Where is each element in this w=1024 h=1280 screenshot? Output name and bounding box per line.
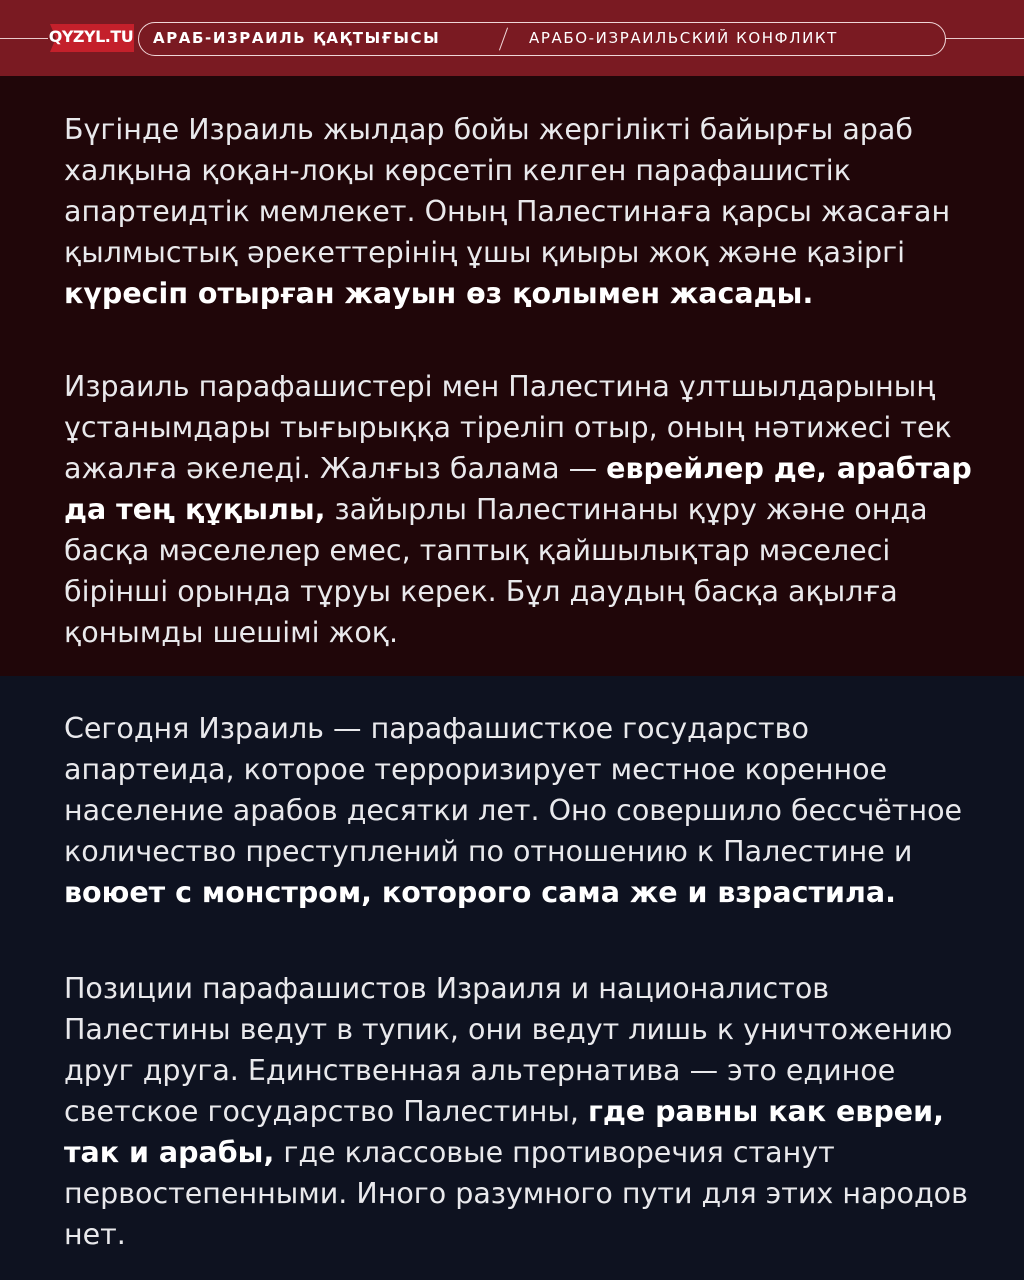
topic-title-kz: АРАБ-ИЗРАИЛЬ ҚАҚТЫҒЫСЫ [153, 29, 441, 47]
kazakh-section [0, 76, 1024, 676]
kz-paragraph-2 [64, 366, 974, 653]
ru-p1-text: Сегодня Израиль — парафашисткое государство апартеида, которое терроризирует местное коренное население арабов десятки лет. Оно совершило бессчётное количество преступлений по отношению к Палестине и [64, 712, 963, 868]
kz-p2-text-a: Израиль парафашистері мен Палестина ұлтшылдарының ұстанымдары тығырыққа тіреліп отыр, оның нәтижесі тек ажалға әкеледі. Жалғыз балама — [64, 370, 952, 485]
ru-p1-bold: воюет с монстром, которого сама же и взрастила. [64, 876, 896, 909]
logo-text: QYZYL.TU [48, 27, 134, 46]
header-topic-pill [138, 22, 946, 56]
kz-paragraph-1 [64, 109, 974, 314]
kz-p1-bold: күресіп отырған жауын өз қолымен жасады. [64, 277, 814, 310]
ru-p2-text-a: Позиции парафашистов Израиля и националистов Палестины ведут в тупик, они ведут лишь к уничтожению друг друга. Единственная альтернатива — это единое светское государство Палестины, [64, 972, 953, 1128]
divider-slash [499, 28, 508, 51]
ru-paragraph-1 [64, 708, 974, 913]
header-bar [0, 0, 1024, 76]
kz-p2-text-b: зайырлы Палестинаны құру және онда басқа мәселелер емес, таптық қайшылықтар мәселесі бірінші орында тұруы керек. Бұл даудың басқа ақылға қонымды шешімі жоқ. [64, 493, 928, 649]
ru-p2-text-b: где классовые противоречия станут первостепенными. Иного разумного пути для этих народов нет. [64, 1136, 968, 1251]
header-line-right [944, 38, 1024, 39]
kz-p2-bold: еврейлер де, арабтар да тең құқылы, [64, 452, 972, 526]
kz-p1-text: Бүгінде Израиль жылдар бойы жергілікті байырғы араб халқына қоқан-лоқы көрсетіп келген парафашистік апартеидтік мемлекет. Оның Палестинаға қарсы жасаған қылмыстық әрекеттерінің ұшы қиыры жоқ және қазіргі [64, 113, 951, 269]
russian-section [0, 676, 1024, 1280]
ru-p2-bold: где равны как евреи, так и арабы, [64, 1095, 944, 1169]
topic-title-ru: АРАБО-ИЗРАИЛЬСКИЙ КОНФЛИКТ [529, 29, 838, 47]
header-line-left [0, 38, 48, 39]
ru-paragraph-2 [64, 968, 974, 1255]
qyzyl-tu-logo[interactable] [44, 20, 138, 56]
